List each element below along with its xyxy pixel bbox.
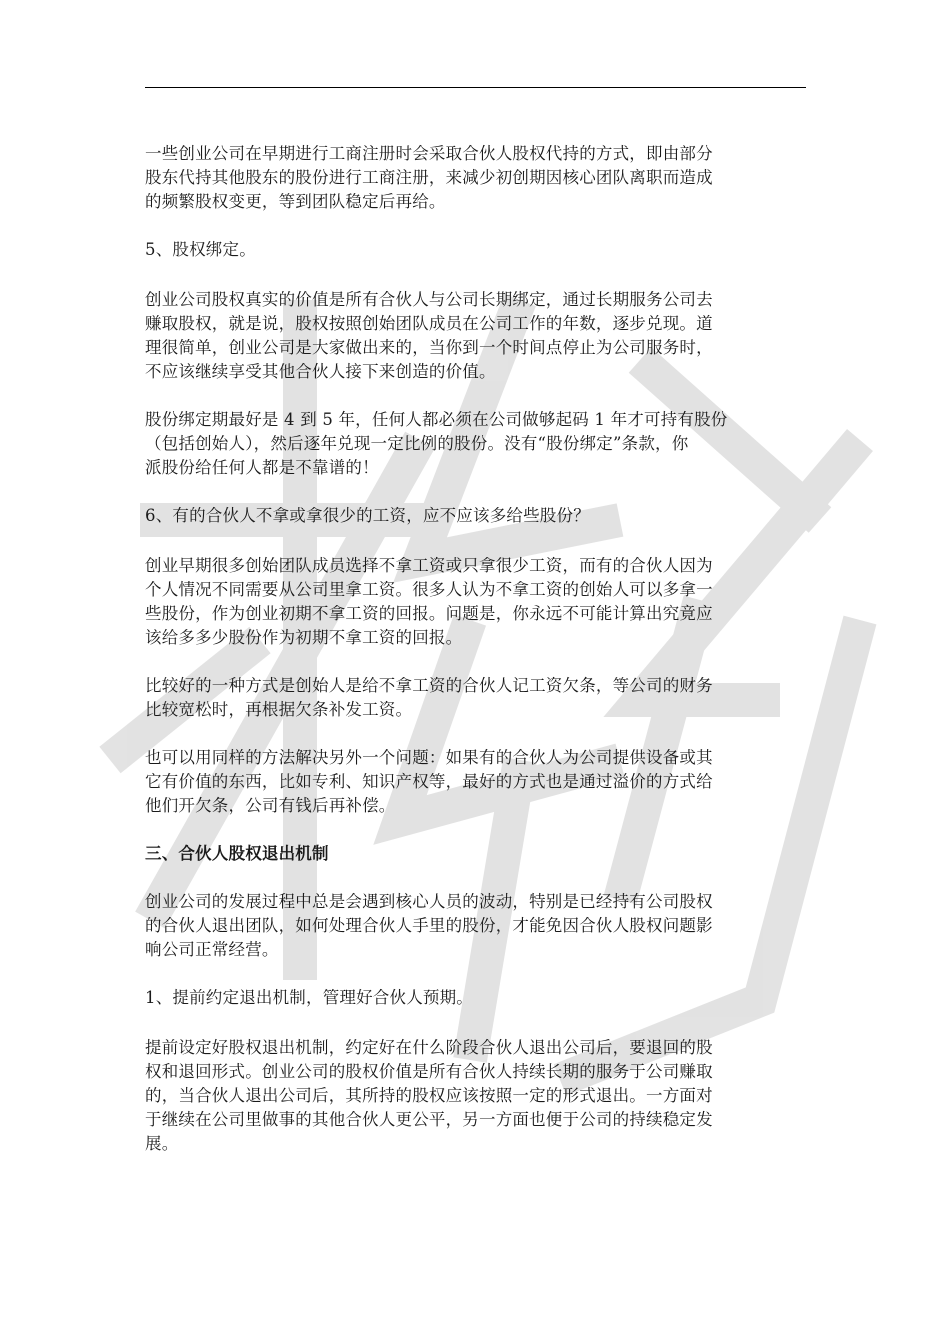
paragraph: 创业公司的发展过程中总是会遇到核心人员的波动，特别是已经持有公司股权 的合伙人退出团队，如何处理合伙人手里的股份，才能免因合伙人股权问题影 响公司正常经营。 bbox=[145, 892, 713, 959]
paragraph: 创业早期很多创始团队成员选择不拿工资或只拿很少工资，而有的合伙人因为 个人情况不同需要从公司里拿工资。很多人认为不拿工资的创始人可以多拿一 些股份，作为创业初期不拿工资的回报。问题是，你永远不可能计算出究竟应 该给多多少股份作为初期不拿工资的回报。 bbox=[145, 556, 713, 647]
paragraph: 创业公司股权真实的价值是所有合伙人与公司长期绑定，通过长期服务公司去 赚取股权，就是说，股权按照创始团队成员在公司工作的年数，逐步兑现。道 理很简单，创业公司是大家做出来的，当你到一个时间点停止为公司服务时， 不应该继续享受其他合伙人接下来创造的价值。 bbox=[145, 290, 713, 381]
paragraph: 股份绑定期最好是 4 到 5 年，任何人都必须在公司做够起码 1 年才可持有股份 （包括创始人），然后逐年兑现一定比例的股份。没有“股份绑定”条款，你 派股份给任何人都是不靠谱的！ bbox=[145, 410, 728, 477]
header-rule bbox=[145, 87, 806, 88]
section-heading: 三、合伙人股权退出机制 bbox=[145, 844, 329, 863]
paragraph: 比较好的一种方式是创始人是给不拿工资的合伙人记工资欠条，等公司的财务 比较宽松时，再根据欠条补发工资。 bbox=[145, 676, 713, 719]
paragraph: 也可以用同样的方法解决另外一个问题：如果有的合伙人为公司提供设备或其 它有价值的东西，比如专利、知识产权等，最好的方式也是通过溢价的方式给 他们开欠条，公司有钱后再补偿。 bbox=[145, 748, 713, 815]
paragraph: 一些创业公司在早期进行工商注册时会采取合伙人股权代持的方式，即由部分 股东代持其他股东的股份进行工商注册，来减少初创期因核心团队离职而造成 的频繁股权变更，等到团队稳定后再给。 bbox=[145, 144, 713, 211]
paragraph: 提前设定好股权退出机制，约定好在什么阶段合伙人退出公司后，要退回的股 权和退回形式。创业公司的股权价值是所有合伙人持续长期的服务于公司赚取 的，当合伙人退出公司后，其所持的股权应该按照一定的形式退出。一方面对 于继续在公司里做事的其他合伙人更公平，另一方面也便于公司的持续稳定发 展。 bbox=[145, 1038, 713, 1153]
list-item: 5、股权绑定。 bbox=[145, 240, 256, 259]
list-item: 6、有的合伙人不拿或拿很少的工资，应不应该多给些股份？ bbox=[145, 506, 590, 525]
list-item: 1、提前约定退出机制，管理好合伙人预期。 bbox=[145, 988, 473, 1007]
document-body bbox=[145, 142, 808, 1180]
